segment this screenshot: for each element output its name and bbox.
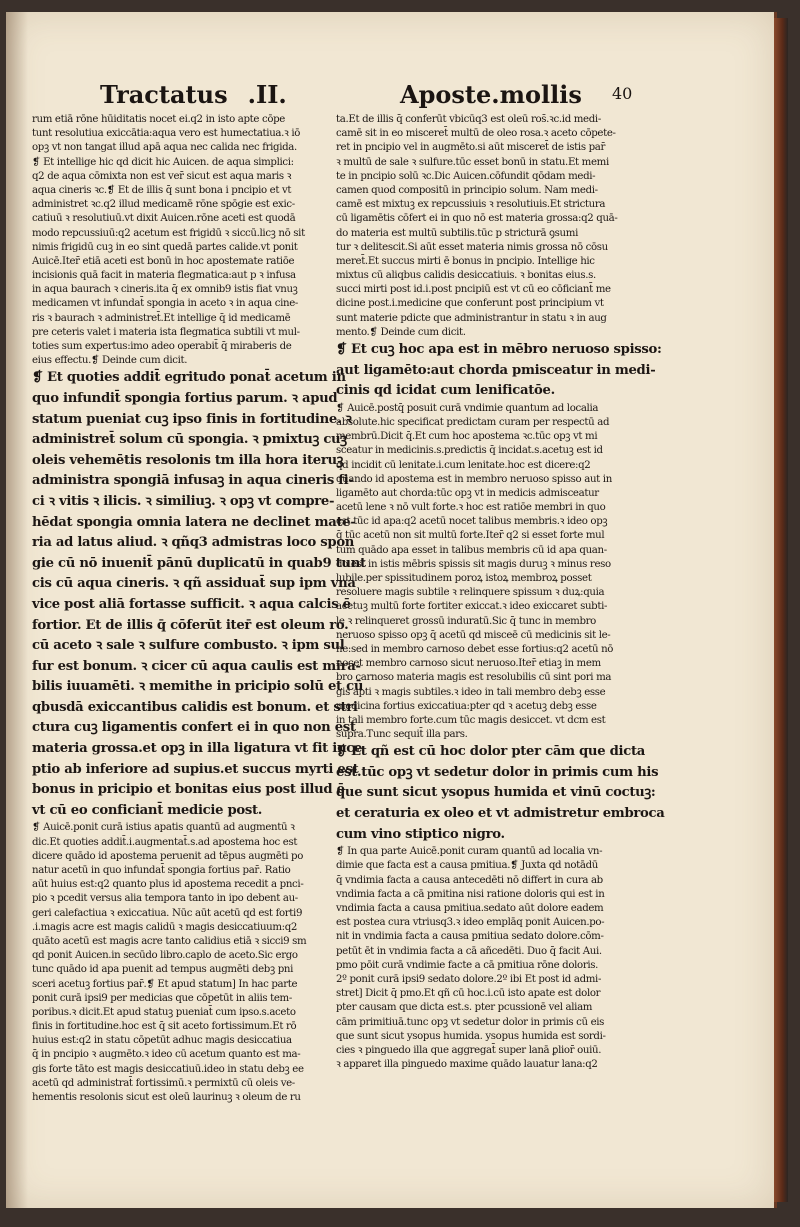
text-line: fur est bonum. ꝛ cicer cū aqua caulis est mira- bbox=[32, 658, 361, 674]
text-line: neruoso spisso opꝫ q̄ acetū qd misceē cū medicinis sit le- bbox=[336, 629, 611, 641]
book-edge bbox=[774, 18, 788, 1202]
text-line: quo infundit̄ spongia fortius parum. ꝛ apud bbox=[32, 390, 338, 406]
text-line: cum vino stiptico nigro. bbox=[336, 826, 505, 842]
commentary-block-4 bbox=[336, 402, 654, 743]
text-line: ligamēto aut chorda:tūc opꝫ vt in medicis admisceatur bbox=[336, 487, 599, 499]
text-line: membrū.Dicit q̄.Et cum hoc apostema ꝛc.tūc opꝫ vt mi bbox=[336, 431, 598, 443]
text-line: vndimia facta a cā pmitina nisi ratione doloris qui est in bbox=[336, 888, 605, 900]
text-line: qd incidit cū lenitate.i.cum lenitate.hoc est dicere:q2 bbox=[336, 459, 591, 471]
text-line: nit in vndimia facta a causa pmitiua sedato dolore.cōm- bbox=[336, 931, 604, 943]
text-line: qbusdā exiccantibus calidis est bonum. et stri bbox=[32, 699, 358, 715]
text-line: in tali membro forte.cum tūc magis desiccet. vt dcm est bbox=[336, 714, 606, 726]
text-line: est tūc id apa:q2 acetū nocet talibus membris.ꝛ ideo opꝫ bbox=[336, 516, 608, 528]
text-line: q̄ tūc acetū non sit multū forte.Iter̄ q2 si esset forte mul bbox=[336, 530, 605, 542]
text-line: opꝫ vt non tangat illud apā aqua nec calida nec frigida. bbox=[32, 142, 297, 154]
text-line: cū ligamētis cōfert ei in quo nō est materia grossa:q2 quā- bbox=[336, 213, 618, 225]
text-line: te in pncipio solū ꝛc.Dic Auicen.cōfundit qōdam medi- bbox=[336, 170, 596, 182]
text-line: administra spongiā infusaꝫ in aqua cineris fi- bbox=[32, 473, 354, 489]
text-line: bro carnoso materia magis est resolubilis cū sint pori ma bbox=[336, 672, 612, 684]
text-line: poribus.ꝛ dicit.Et apud statuꝫ pueniat̄ cum ipso.s.aceto bbox=[32, 1006, 296, 1018]
text-line: incisionis quā facit in materia flegmatica:aut p ꝛ infusa bbox=[32, 270, 296, 282]
text-line: cū aceto ꝛ sale ꝛ sulfure combusto. ꝛ ipm sul bbox=[32, 638, 345, 654]
text-line: ꝛ multū de sale ꝛ sulfure.tūc esset bonū in statu.Et memi bbox=[336, 156, 609, 168]
text-line: dimie que facta est a causa pmitiua.❡ Juxta qd notādū bbox=[336, 860, 598, 872]
text-line: meret̄.Et succus mirti ē bonus in pncipio. Intellige hic bbox=[336, 255, 595, 267]
left-column bbox=[32, 113, 366, 1105]
text-line: est.tūc opꝫ vt sedetur dolor in primis cum his bbox=[336, 764, 659, 780]
text-line: tum quādo apa esset in talibus membris cū id apa quan- bbox=[336, 544, 607, 556]
text-line: ❡ Auicē.postq̄ posuit curā vndimie quantum ad localia bbox=[336, 402, 599, 414]
text-line: quāto acetū est magis acre tanto calidius etiā ꝛ sicci9 sm bbox=[32, 935, 307, 947]
text-line: ctura cuꝫ ligamentis confert ei in quo non est bbox=[32, 720, 356, 736]
text-line: sceatur in medicinis.s.predictis q̄ incidat.s.acetuꝫ est id bbox=[336, 445, 603, 457]
text-line: cies ꝛ pinguedo illa que aggregat̄ super lanā ꝑlior̄ ouiū. bbox=[336, 1044, 602, 1056]
page-number: 40 bbox=[612, 84, 633, 103]
text-line: mixtus cū aliqbus calidis desiccatiuis. ꝛ bonitas eius.s. bbox=[336, 270, 596, 282]
text-line: aūt huius est:q2 quanto plus id apostema recedit a pnci- bbox=[32, 879, 304, 891]
text-line: mento.❡ Deinde cum dicit. bbox=[336, 326, 466, 338]
text-line: administret̄ solum cū spongia. ꝛ pmixtuꝫ cuꝫ bbox=[32, 432, 347, 448]
text-line: ❡ Et quoties addit̄ egritudo ponat̄ acetum in bbox=[32, 370, 346, 386]
text-line: pmo pōit curā vndimie facte a cā pmitiua rōne doloris. bbox=[336, 959, 599, 971]
commentary-block-2 bbox=[32, 821, 332, 1105]
text-line: medicina fortius exiccatiua:pter qd ꝛ acetuꝫ debꝫ esse bbox=[336, 700, 597, 712]
text-line: .i.magis acre est magis calidū ꝛ magis desiccatiuum:q2 bbox=[32, 921, 298, 933]
text-line: do materia est multū subtilis.tūc p stricturā ꝯsumi bbox=[336, 227, 578, 239]
text-line: ne:sed in membro carnoso debet esse fortius:q2 acetū nō bbox=[336, 643, 614, 655]
text-line: ris ꝛ baurach ꝛ administret̄.Et intellige q̄ id medicamē bbox=[32, 312, 291, 324]
text-line: supra.Tunc sequit̄ illa pars. bbox=[336, 729, 468, 741]
main-text-block-3 bbox=[336, 742, 665, 845]
text-line: acetū lene ꝛ nō vult forte.ꝛ hoc est ratiōe membri in quo bbox=[336, 502, 606, 514]
text-line: huius est:q2 in statu cōpetūt adhuc magis desiccatiua bbox=[32, 1035, 292, 1047]
text-line: ❡ Et qñ est cū hoc dolor pter cām que dicta bbox=[336, 744, 645, 760]
text-line: in aqua baurach ꝛ cineris.ita q̄ ex omnib9 istis fiat vnuꝫ bbox=[32, 284, 298, 296]
text-line: ptio ab inferiore ad supius.et succus myrti est bbox=[32, 761, 359, 777]
text-line: sceri acetuꝫ fortius par̄.❡ Et apud statum] In hac parte bbox=[32, 978, 298, 990]
text-line: cinis qd icidat cum lenificatōe. bbox=[336, 383, 555, 399]
running-title-right: Aposte.mollis bbox=[400, 80, 582, 109]
text-line: ❡ Et cuꝫ hoc apa est in mēbro neruoso spisso: bbox=[336, 342, 662, 357]
text-line: aqua cineris ꝛc.❡ Et de illis q̄ sunt bona i pncipio et vt bbox=[32, 184, 292, 196]
commentary-block-3 bbox=[336, 113, 654, 340]
text-line: vt cū eo conficiant̄ medicie post. bbox=[32, 802, 263, 818]
text-line: finis in fortitudine.hoc est q̄ sit aceto fortissimum.Et rō bbox=[32, 1021, 297, 1033]
text-line: camē sit in eo misceret̄ multū de oleo rosa.ꝛ aceto cōpete- bbox=[336, 128, 616, 140]
text-line: bilis iuuamēti. ꝛ memithe in pricipio solū et cū bbox=[32, 679, 364, 695]
text-line: natur acetū in quo infundat̄ spongia fortius par̄. Ratio bbox=[32, 865, 291, 876]
text-line: ❡ Auicē.ponit curā istius apatis quantū ad augmentū ꝛ bbox=[32, 822, 295, 834]
text-line: stret] Dicit q̄ pmo.Et qñ cū hoc.i.cū isto apate est dolor bbox=[336, 988, 601, 1000]
text-line: do est in istis mēbris spissis sit magis duruꝫ ꝛ minus reso bbox=[336, 558, 611, 570]
text-line: nimis frigidū cuꝫ in eo sint quedā partes calide.vt ponit bbox=[32, 241, 298, 253]
text-line: rum etiā rōne hūiditatis nocet ei.q2 in isto apte cōpe bbox=[32, 114, 285, 125]
text-line: geri calefactiua ꝛ exiccatiua. Nūc aūt acetū qd est forti9 bbox=[32, 907, 303, 919]
text-line: medicamen vt infundat̄ spongia in aceto ꝛ in aqua cine- bbox=[32, 298, 299, 310]
text-line: oleis vehemētis resolonis tm illa hora iteruꝫ bbox=[32, 452, 344, 468]
text-line: que sunt sicut ysopus humida et vinū coctuꝫ: bbox=[336, 785, 656, 801]
text-line: ci ꝛ vitis ꝛ ilicis. ꝛ similiuꝫ. ꝛ opꝫ vt compre- bbox=[32, 493, 335, 509]
text-line: Auicē.Iter̄ etiā aceti est bonū in hoc apostemate ratiōe bbox=[32, 255, 295, 267]
text-line: ta.Et de illis q̄ conferūt vbicūq3 est oleū ros̄.ꝛc.id medi- bbox=[336, 114, 601, 125]
text-line: 2º ponit curā ipsi9 sedato dolore.2º ibi Et post id admi- bbox=[336, 973, 602, 985]
text-line: cis cū aqua cineris. ꝛ qñ assiduat̄ sup ipm vna bbox=[32, 576, 356, 592]
text-line: acetū qd administrat̄ fortissimū.ꝛ permixtū cū oleis ve- bbox=[32, 1077, 295, 1089]
text-line: tunt resolutiua exiccātia:aqua vero est humectatiua.ꝛ iō bbox=[32, 128, 301, 140]
text-line: qd ponit Auicen.in secūdo libro.caplo de aceto.Sic ergo bbox=[32, 950, 298, 962]
right-column bbox=[336, 113, 665, 1072]
text-line: q̄ in pncipio ꝛ augmēto.ꝛ ideo cū acetum quanto est ma- bbox=[32, 1049, 301, 1061]
text-line: administret ꝛc.q2 illud medicamē rōne spōgie est exic- bbox=[32, 199, 295, 211]
text-line: camen quod compositū in principio solum. Nam medi- bbox=[336, 184, 598, 196]
text-line: modo repcussiuū:q2 acetum est frigidū ꝛ siccū.licꝫ nō sit bbox=[32, 227, 305, 239]
text-line: absolute.hic specificat predictam curam per respectū ad bbox=[336, 416, 610, 428]
text-line: tunc quādo id apa puenit ad tempus augmēti debꝫ pni bbox=[32, 964, 294, 976]
text-line: bonus in pricipio et bonitas eius post illud ē bbox=[32, 782, 345, 798]
text-line: pre ceteris valet i materia ista flegmatica subtili vt mul- bbox=[32, 326, 300, 338]
text-line: pio ꝛ pcedit versus alia tempora tanto in ipo debent au- bbox=[32, 893, 298, 905]
text-line: camē est mixtuꝫ ex repcussiuis ꝛ resolutiuis.Et strictura bbox=[336, 199, 606, 211]
text-line: le ꝛ relinqueret grossū induratū.Sic q̄ tunc in membro bbox=[336, 615, 596, 627]
commentary-block-1 bbox=[32, 113, 332, 368]
text-line: toties sum expertus:imo adeo operabit̄ q̄ miraberis de bbox=[32, 341, 292, 352]
text-line: gis apti ꝛ magis subtiles.ꝛ ideo in tali membro debꝫ esse bbox=[336, 686, 606, 698]
text-line: catiuū ꝛ resolutiuū.vt dixit Auicen.rōne aceti est quodā bbox=[32, 213, 296, 225]
text-line: ❡ In qua parte Auicē.ponit curam quantū ad localia vn- bbox=[336, 846, 603, 858]
text-line: ꝛ apparet illa pinguedo maxime quādo lauatur lana:q2 bbox=[336, 1059, 598, 1071]
commentary-block-5 bbox=[336, 845, 654, 1072]
text-line: sunt materie pdicte que administrantur in statu ꝛ in aug bbox=[336, 312, 607, 324]
text-line: ria ad latus aliud. ꝛ qñq3 admistras loco spon bbox=[32, 535, 355, 551]
text-line: que sunt sicut ysopus humida. ysopus humida est sordi- bbox=[336, 1030, 606, 1042]
text-line: aut ligamēto:aut chorda pmisceatur in medi- bbox=[336, 362, 656, 378]
text-line: hementis resolonis sicut est oleū laurinuꝫ ꝛ oleum de ru bbox=[32, 1092, 301, 1103]
text-line: statum pueniat cuꝫ ipso finis in fortitudine. ꝛ bbox=[32, 411, 352, 427]
text-line: q2 de aqua cōmixta non est ver̄ sicut est aqua maris ꝛ bbox=[32, 170, 292, 182]
text-line: ❡ Et intellige hic qd dicit hic Auicen. de aqua simplici: bbox=[32, 156, 294, 168]
text-line: resoluere magis subtile ꝛ relinquere spissum ꝛ duꝝ:quia bbox=[336, 587, 605, 599]
text-line: eius effectu.❡ Deinde cum dicit. bbox=[32, 355, 188, 367]
text-line: tur ꝛ delitescit.Si aūt esset materia nimis grossa nō cōsu bbox=[336, 241, 608, 253]
treatise-number: .II. bbox=[247, 80, 287, 109]
text-line: nocet membro carnoso sicut neruoso.Iter̄ etiaꝫ in mem bbox=[336, 658, 601, 670]
text-line: quando id apostema est in membro neruoso spisso aut in bbox=[336, 473, 612, 485]
text-line: q̄ vndimia facta a causa antecedēti nō differt in cura ab bbox=[336, 874, 603, 886]
text-line: pter causam que dicta est.s. pter pcussionē vel aliam bbox=[336, 1002, 593, 1014]
main-text-block-2 bbox=[336, 340, 662, 402]
text-line: ret in pncipio vel in augmēto.si aūt misceret̄ de istis par̄ bbox=[336, 142, 606, 154]
text-line: et ceraturia ex oleo et vt admistretur embroca bbox=[336, 806, 665, 822]
text-line: est postea cura vtriusq3.ꝛ ideo emplāq ponit Auicen.po- bbox=[336, 917, 605, 929]
text-line: vndimia facta a causa pmitiua.sedato aūt dolore eadem bbox=[336, 903, 604, 914]
text-line: hēdat spongia omnia latera ne declinet mate- bbox=[32, 514, 356, 530]
text-line: ponit curā ipsi9 per medicias que cōpetūt in aliis tem- bbox=[32, 992, 292, 1004]
text-line: petūt ēt in vndimia facta a cā añcedēti. Duo q̄ facit Aui. bbox=[336, 945, 602, 957]
text-line: fortior. Et de illis q̄ cōferūt iter̄ est oleum ro. bbox=[32, 617, 349, 633]
text-line: vice post aliā fortasse sufficit. ꝛ aqua calcis ē bbox=[32, 596, 351, 612]
text-line: dicine post.i.medicine que conferunt post principium vt bbox=[336, 298, 604, 310]
text-line: acetuꝫ multū forte fortiter exiccat.ꝛ ideo exiccaret subti- bbox=[336, 601, 608, 613]
running-title: Tractatus bbox=[100, 80, 228, 109]
text-line: materia grossa.et opꝫ in illa ligatura vt fit ince bbox=[32, 741, 363, 757]
text-line: gie cū nō inuenit̄ pānū duplicatū in quab9 tunt bbox=[32, 555, 366, 571]
text-line: dic.Et quoties addit̄.i.augmentat̄.s.ad apostema hoc est bbox=[32, 836, 298, 848]
page-gutter-shadow bbox=[6, 12, 28, 1208]
text-line: succi mirti post id.i.post pncipiū est vt cū eo cōficiant̄ me bbox=[336, 284, 611, 296]
text-line: dicere quādo id apostema peruenit ad tēpus augmēti po bbox=[32, 850, 303, 862]
text-line: gis forte tāto est magis desiccatiuū.ideo in statu debꝫ ee bbox=[32, 1063, 304, 1075]
text-line: lubile.per spissitudinem poroꝝ istoꝝ membroꝝ posset bbox=[336, 573, 592, 585]
text-line: cām primitiuā.tunc opꝫ vt sedetur dolor in primis cū eis bbox=[336, 1016, 605, 1028]
running-title-left bbox=[100, 80, 287, 110]
main-text-block-1 bbox=[32, 368, 366, 821]
